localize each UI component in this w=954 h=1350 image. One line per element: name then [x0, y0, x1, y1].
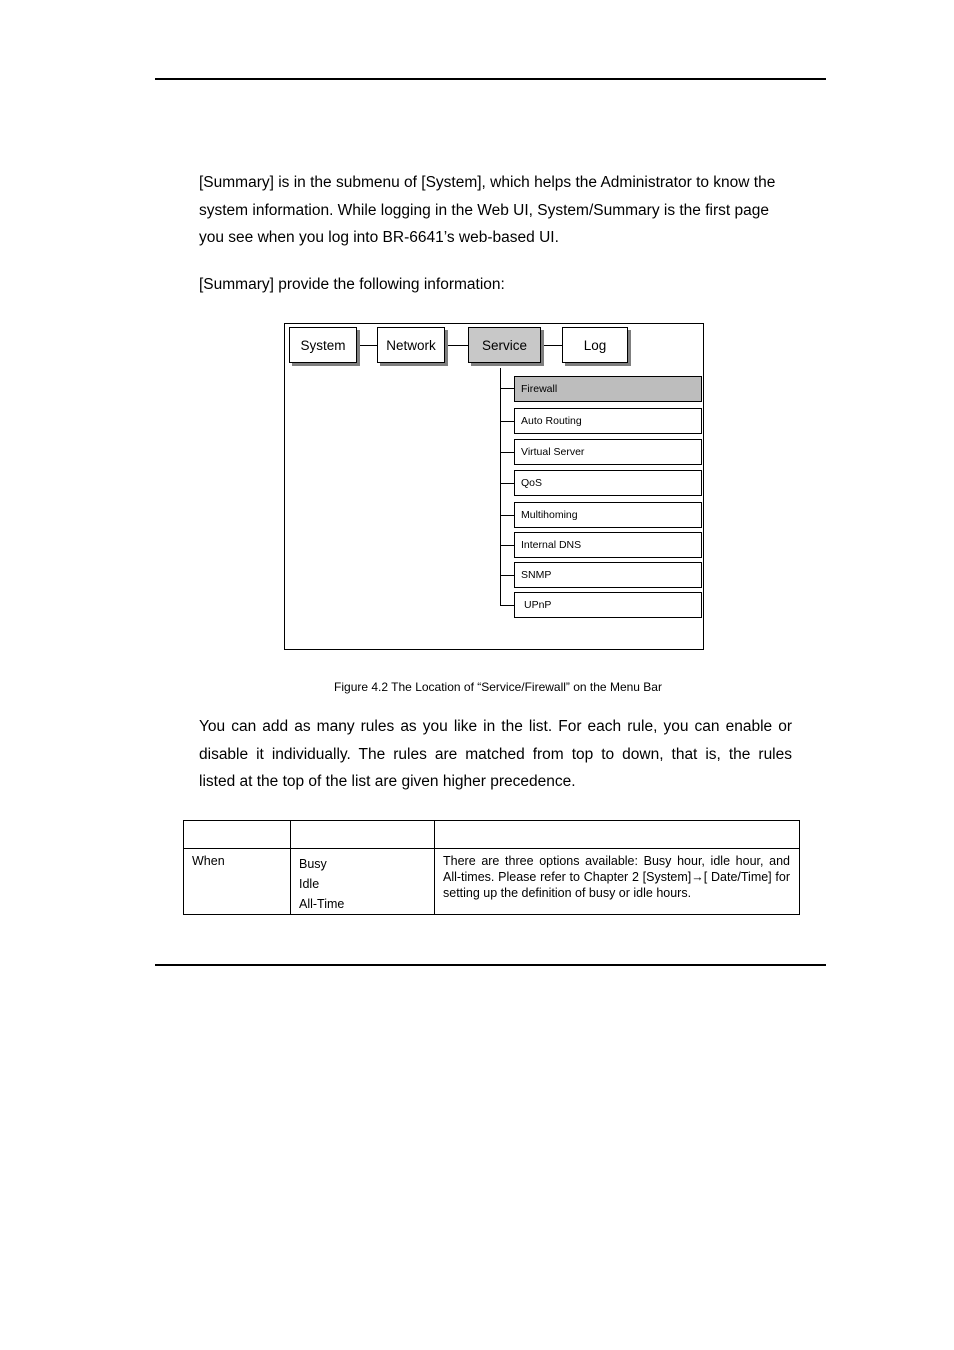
- connector-line: [445, 345, 468, 346]
- tree-branch-line: [500, 545, 514, 546]
- submenu-snmp[interactable]: SNMP: [514, 562, 702, 588]
- submenu-multihoming[interactable]: Multihoming: [514, 502, 702, 528]
- table-header-cell: [291, 821, 435, 849]
- table-header-cell: [435, 821, 800, 849]
- menu-log-button[interactable]: Log: [562, 327, 628, 363]
- tree-branch-line: [500, 575, 514, 576]
- table-header-row: [184, 821, 800, 849]
- header-rule: [155, 78, 826, 80]
- table-row: [184, 849, 800, 915]
- rules-line: listed at the top of the list are given higher precedence.: [199, 773, 576, 790]
- tree-branch-line: [500, 483, 514, 484]
- tree-trunk-line: [500, 368, 501, 605]
- option-idle: Idle: [299, 877, 320, 891]
- menu-system-button[interactable]: System: [289, 327, 357, 363]
- description-text: There are three options available: Busy hour, idle hour, and All-times. Please refer to Chapter 2 [System]→[ Date/Time] for setting up the definition of busy or idle hours.: [443, 854, 790, 900]
- options-table: [183, 820, 800, 915]
- connector-line: [541, 345, 562, 346]
- field-cell: [184, 849, 291, 915]
- tree-branch-line: [500, 388, 514, 389]
- rules-line: You can add as many rules as you like in the list. For each rule, you can enable or: [199, 718, 792, 735]
- submenu-internal-dns[interactable]: Internal DNS: [514, 532, 702, 558]
- menu-network-button[interactable]: Network: [377, 327, 445, 363]
- figure-caption: Figure 4.2 The Location of “Service/Firewall” on the Menu Bar: [334, 680, 662, 694]
- provide-paragraph: [Summary] provide the following information:: [199, 276, 505, 293]
- menu-diagram: [284, 323, 704, 650]
- tree-branch-line: [500, 452, 514, 453]
- table-header-cell: [184, 821, 291, 849]
- tree-branch-line: [500, 605, 514, 606]
- submenu-virtual-server[interactable]: Virtual Server: [514, 439, 702, 465]
- footer-rule: [155, 964, 826, 966]
- tree-branch-line: [500, 421, 514, 422]
- description-cell: [435, 849, 800, 915]
- tree-branch-line: [500, 515, 514, 516]
- rules-line: disable it individually. The rules are matched from top to down, that is, the rules: [199, 745, 792, 763]
- intro-line: you see when you log into BR-6641’s web-based UI.: [199, 229, 559, 246]
- submenu-auto-routing[interactable]: Auto Routing: [514, 408, 702, 434]
- intro-line: system information. While logging in the Web UI, System/Summary is the first page: [199, 201, 769, 219]
- option-all-time: All-Time: [299, 897, 345, 911]
- option-busy: Busy: [299, 857, 327, 871]
- field-name: When: [192, 854, 225, 868]
- intro-paragraph: [199, 169, 792, 252]
- submenu-upnp[interactable]: UPnP: [514, 592, 702, 618]
- options-list: [291, 849, 434, 914]
- connector-line: [357, 345, 377, 346]
- menu-service-button[interactable]: Service: [468, 327, 541, 363]
- rules-paragraph: [199, 713, 792, 796]
- submenu-qos[interactable]: QoS: [514, 470, 702, 496]
- submenu-firewall[interactable]: Firewall: [514, 376, 702, 402]
- intro-line: [Summary] is in the submenu of [System], which helps the Administrator to know the: [199, 174, 776, 191]
- options-cell: [291, 849, 435, 915]
